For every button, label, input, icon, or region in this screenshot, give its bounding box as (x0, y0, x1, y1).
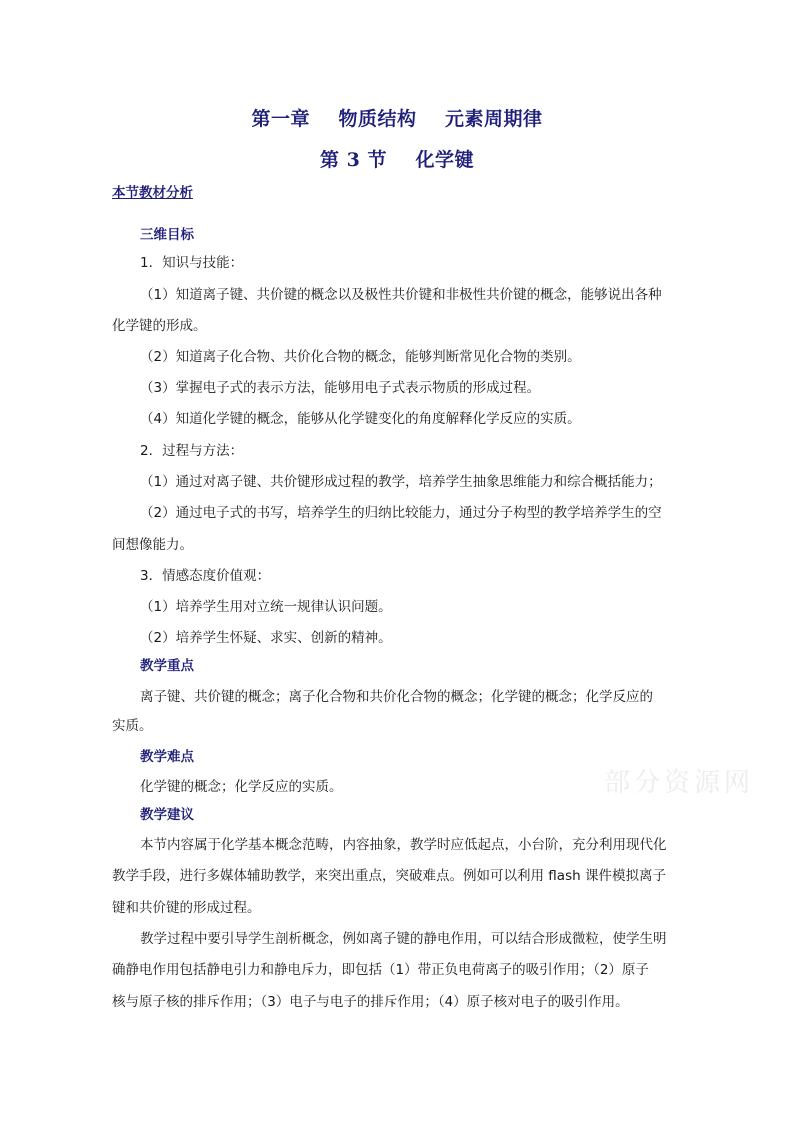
difficulties-line-1: 化学键的概念；化学反应的实质。 (140, 779, 343, 795)
knowledge-item-3: （3）掌握电子式的表示方法，能够用电子式表示物质的形成过程。 (140, 380, 541, 396)
suggestions-p2-line-1: 教学过程中要引导学生剖析概念，例如离子键的静电作用，可以结合形成微粒，使学生明 (140, 931, 667, 947)
key-points-heading: 教学重点 (140, 658, 194, 674)
attitude-item-2: （2）培养学生怀疑、求实、创新的精神。 (140, 630, 392, 646)
three-dimensional-goals-heading: 三维目标 (140, 227, 194, 243)
watermark: 部分资源网 (604, 768, 755, 798)
suggestions-p1-line-1: 本节内容属于化学基本概念范畴，内容抽象，教学时应低起点，小台阶，充分利用现代化 (140, 837, 667, 853)
process-item-2-line-1: （2）通过电子式的书写，培养学生的归纳比较能力，通过分子构型的教学培养学生的空 (140, 505, 662, 521)
knowledge-skills-title: 1．知识与技能： (140, 255, 244, 271)
process-methods-title: 2．过程与方法： (140, 443, 244, 459)
key-points-line-2: 实质。 (112, 718, 153, 734)
section-title: 第 3 节 化学键 (320, 149, 474, 171)
key-points-line-1: 离子键、共价键的概念；离子化合物和共价化合物的概念；化学键的概念；化学反应的 (140, 689, 653, 705)
textbook-analysis-link[interactable]: 本节教材分析 (112, 185, 193, 201)
suggestions-p1-line-2: 教学手段，进行多媒体辅助教学，来突出重点，突破难点。例如可以利用 flash 课件模拟离子 (112, 868, 666, 884)
chapter-title: 第一章 物质结构 元素周期律 (251, 108, 543, 130)
difficulties-heading: 教学难点 (140, 749, 194, 765)
suggestions-p1-line-3: 键和共价键的形成过程。 (112, 900, 261, 916)
process-item-2-line-2: 间想像能力。 (112, 537, 193, 553)
knowledge-item-2: （2）知道离子化合物、共价化合物的概念，能够判断常见化合物的类别。 (140, 349, 581, 365)
knowledge-item-1-line-1: （1）知道离子键、共价键的概念以及极性共价键和非极性共价键的概念，能够说出各种 (140, 287, 662, 303)
knowledge-item-1-line-2: 化学键的形成。 (112, 318, 207, 334)
attitude-item-1: （1）培养学生用对立统一规律认识问题。 (140, 599, 392, 615)
knowledge-item-4: （4）知道化学键的概念，能够从化学键变化的角度解释化学反应的实质。 (140, 411, 581, 427)
process-item-1: （1）通过对离子键、共价键形成过程的教学，培养学生抽象思维能力和综合概括能力； (140, 474, 662, 490)
suggestions-p2-line-3: 核与原子核的排斥作用；（3）电子与电子的排斥作用；（4）原子核对电子的吸引作用。 (112, 994, 629, 1010)
attitude-values-title: 3．情感态度价值观： (140, 568, 271, 584)
suggestions-heading: 教学建议 (140, 807, 194, 823)
suggestions-p2-line-2: 确静电作用包括静电引力和静电斥力，即包括（1）带正负电荷离子的吸引作用；（2）原子 (112, 962, 649, 978)
